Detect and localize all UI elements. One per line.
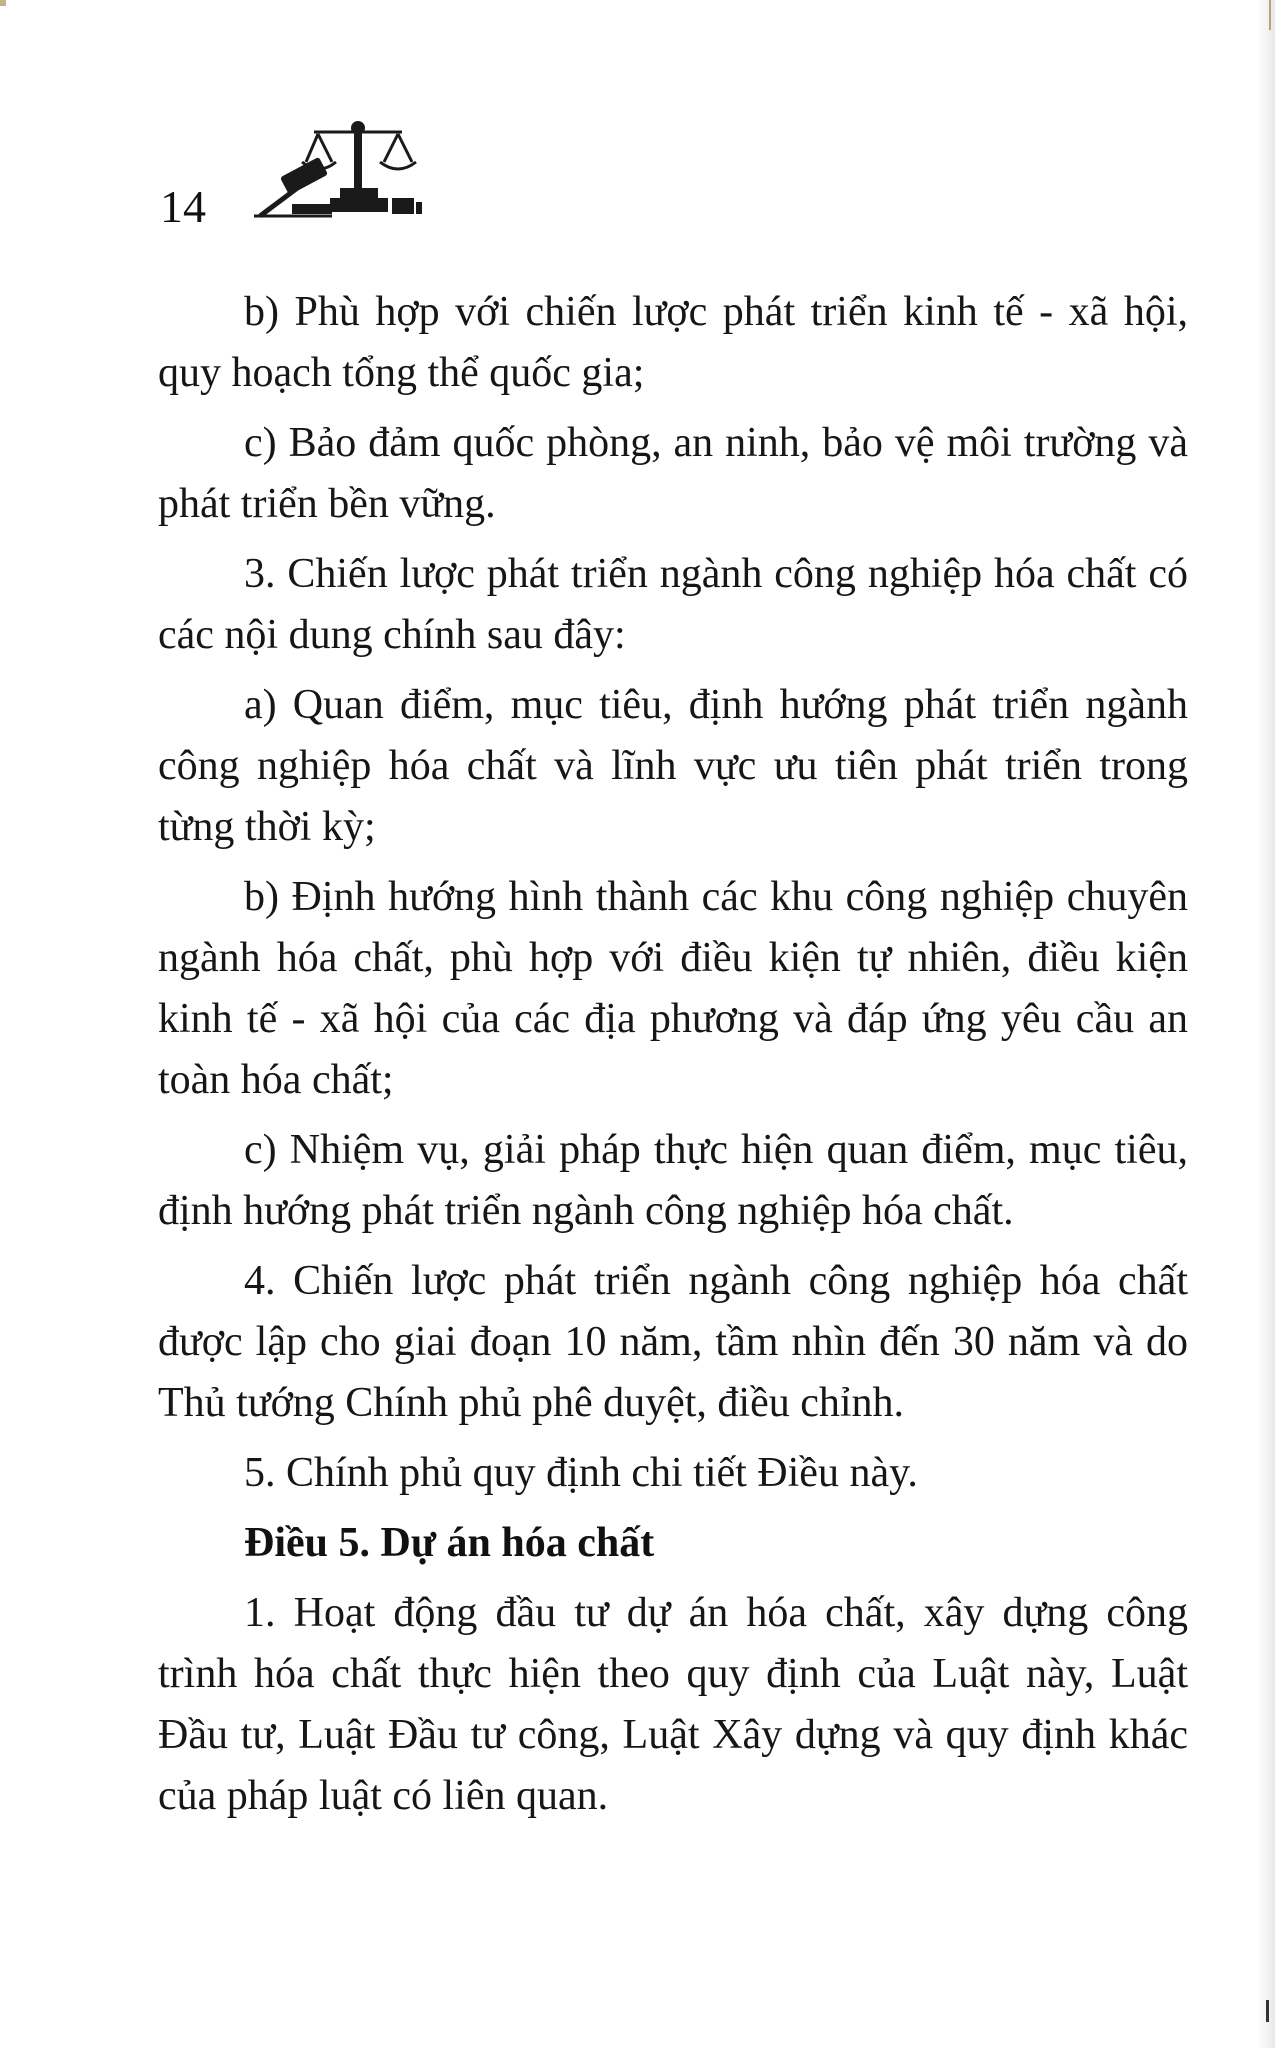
paragraph-2b: b) Phù hợp với chiến lược phát triển kinh tế - xã hội, quy hoạch tổng thể quốc gia; [158,289,1188,396]
scan-corner-mark [0,0,6,6]
paragraph-3: 3. Chiến lược phát triển ngành công nghiệp hóa chất có các nội dung chính sau đây: [158,551,1188,658]
scan-edge-mark-bottom [1266,2000,1269,2022]
article-5-heading: Điều 5. Dự án hóa chất [244,1520,655,1566]
article-5-paragraph-1: 1. Hoạt động đầu tư dự án hóa chất, xây dựng công trình hóa chất thực hiện theo quy định của Luật này, Luật Đầu tư, Luật Đầu tư công, Luật Xây dựng và quy định khác của pháp luật có liên quan. [158,1590,1188,1819]
scan-edge-mark-top [1269,0,1271,30]
paragraph-3b: b) Định hướng hình thành các khu công nghiệp chuyên ngành hóa chất, phù hợp với điều kiện tự nhiên, điều kiện kinh tế - xã hội của các địa phương và đáp ứng yêu cầu an toàn hóa chất; [158,874,1188,1103]
paragraph-2c: c) Bảo đảm quốc phòng, an ninh, bảo vệ môi trường và phát triển bền vững. [158,420,1188,527]
scales-of-justice-and-gavel-icon [252,118,432,228]
page-number: 14 [160,181,206,232]
paragraph-3a: a) Quan điểm, mục tiêu, định hướng phát triển ngành công nghiệp hóa chất và lĩnh vực ưu tiên phát triển trong từng thời kỳ; [158,682,1188,850]
page-body [158,282,1188,1836]
paragraph-4: 4. Chiến lược phát triển ngành công nghiệp hóa chất được lập cho giai đoạn 10 năm, tầm nhìn đến 30 năm và do Thủ tướng Chính phủ phê duyệt, điều chỉnh. [158,1258,1188,1426]
paragraph-3c: c) Nhiệm vụ, giải pháp thực hiện quan điểm, mục tiêu, định hướng phát triển ngành công nghiệp hóa chất. [158,1127,1188,1234]
page-edge-shadow [1257,0,1275,2048]
page-header [160,118,460,238]
paragraph-5: 5. Chính phủ quy định chi tiết Điều này. [244,1450,918,1496]
